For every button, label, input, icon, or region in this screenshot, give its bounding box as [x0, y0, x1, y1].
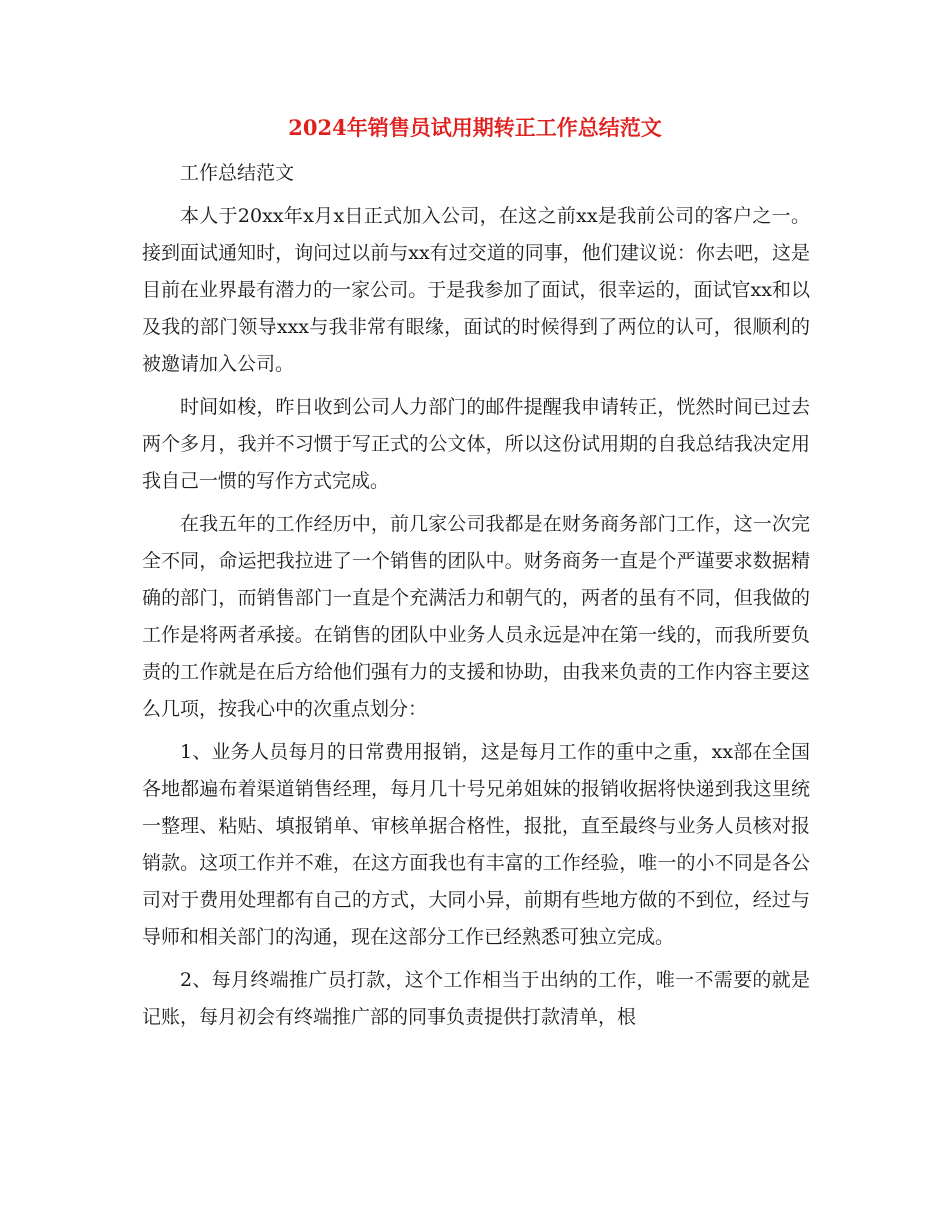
document-body: [142, 155, 810, 1042]
paragraph: 本人于20xx年x月x日正式加入公司，在这之前xx是我前公司的客户之一。接到面试通知时，询问过以前与xx有过交道的同事，他们建议说：你去吧，这是目前在业界最有潜力的一家公司。于是我参加了面试，很幸运的，面试官xx和以及我的部门领导xxx与我非常有眼缘，面试的时候得到了两位的认可，很顺利的被邀请加入公司。: [142, 205, 810, 375]
paragraph: 在我五年的工作经历中，前几家公司我都是在财务商务部门工作，这一次完全不同，命运把我拉进了一个销售的团队中。财务商务一直是个严谨要求数据精确的部门，而销售部门一直是个充满活力和朝气的，两者的虽有不同，但我做的工作是将两者承接。在销售的团队中业务人员永远是冲在第一线的，而我所要负责的工作就是在后方给他们强有力的支援和协助，由我来负责的工作内容主要这么几项，按我心中的次重点划分：: [142, 513, 810, 720]
document-title: 2024年销售员试用期转正工作总结范文: [288, 115, 662, 140]
paragraph: 2、每月终端推广员打款，这个工作相当于出纳的工作，唯一不需要的就是记账，每月初会有终端推广部的同事负责提供打款清单，根: [142, 969, 810, 1028]
paragraph: 1、业务人员每月的日常费用报销，这是每月工作的重中之重，xx部在全国各地都遍布着渠道销售经理，每月几十号兄弟姐妹的报销收据将快递到我这里统一整理、粘贴、填报销单、审核单据合格性，报批，直至最终与业务人员核对报销款。这项工作并不难，在这方面我也有丰富的工作经验，唯一的小不同是各公司对于费用处理都有自己的方式，大同小异，前期有些地方做的不到位，经过与导师和相关部门的沟通，现在这部分工作已经熟悉可独立完成。: [142, 741, 810, 948]
paragraph-heading: 工作总结范文: [180, 162, 295, 184]
paragraph: 时间如梭，昨日收到公司人力部门的邮件提醒我申请转正，恍然时间已过去两个多月，我并不习惯于写正式的公文体，所以这份试用期的自我总结我决定用我自己一惯的写作方式完成。: [142, 396, 810, 492]
